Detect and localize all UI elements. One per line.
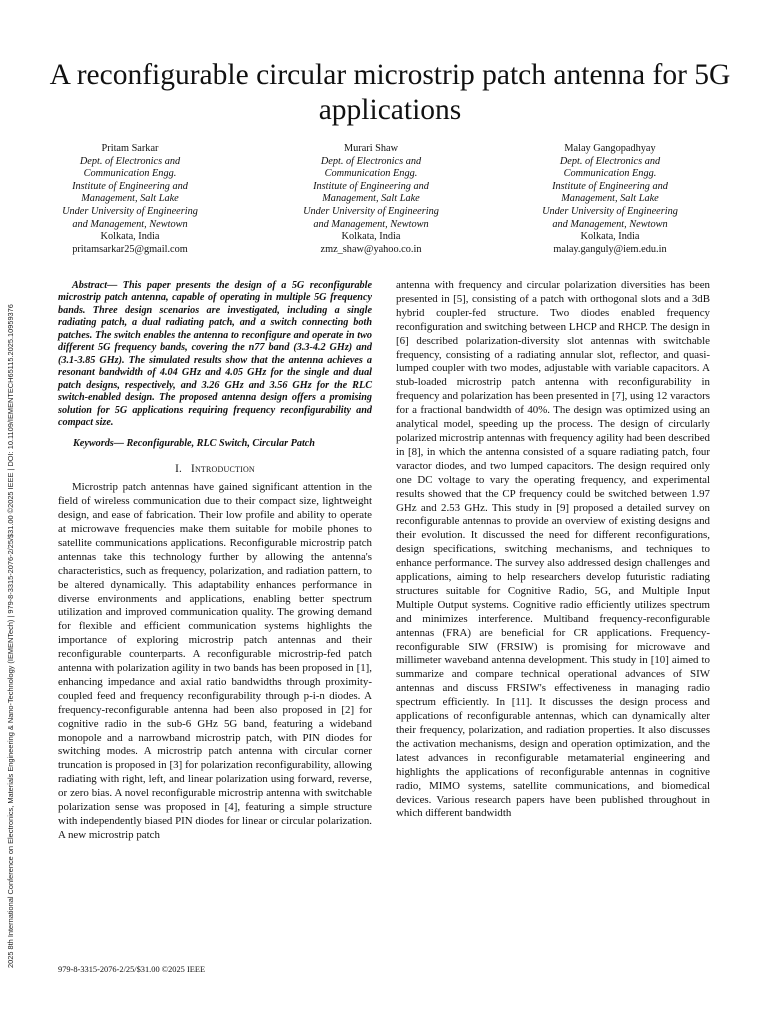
author-affiliation: and Management, Newtown [313,218,429,230]
author-affiliation: Institute of Engineering and [72,180,188,192]
section-title: Introduction [191,463,255,476]
intro-paragraph: Microstrip patch antennas have gained significant attention in the field of wireless communication due to their compact size, lightweight design, and ease of fabrication. Their low profile and ability to operate at microwave frequencies make them suitable for mobile phones to satellite communications applications. Reconfigurable microstrip patch antennas take this technology further by allowing the antenna's characteristics, such as frequency, polarization, and radiation pattern, to be altered dynamically. This adaptability enhances performance in diverse environments and applications, enabling better spectrum utilization and improved communication quality. The growing demand for flexible and efficient communication systems highlights the importance of exploring microstrip patch antennas and their reconfigurable counterparts. A reconfigurable microstrip-fed patch antenna with polarization agility in two bands has been proposed in [1], enhancing impedance and axial ratio bandwidths through proximity-coupled feed and frequency reconfigurability through p-i-n diodes. A frequency-reconfigurable antenna had been also proposed in [2] for cognitive radio in the sub-6 GHz 5G band, featuring a wideband monopole and a narrowband microstrip patch, with PIN diodes for switching modes. A microstrip patch antenna with circular corner truncation is proposed in [3] for polarization reconfigurability, allowing radiating with right, left, and linear polarization using forward, reverse, or zero bias. A novel reconfigurable microstrip antenna with switchable polarization sense was proposed in [4], featuring a simple structure with independently biased PIN diodes for linear or circular polarization. A new microstrip patch [58,481,372,841]
author-name: Pritam Sarkar [101,143,159,154]
author-affiliation: Institute of Engineering and [313,180,429,192]
copyright-footer: 979-8-3315-2076-2/25/$31.00 ©2025 IEEE [58,965,206,974]
author-name: Murari Shaw [343,143,399,154]
author-block-2 [271,143,471,256]
left-column [58,280,372,843]
author-affiliation: and Management, Newtown [72,218,188,230]
keywords: Keywords— Reconfigurable, RLC Switch, Circular Patch [73,438,315,450]
abstract: Abstract— This paper presents the design of a 5G reconfigurable microstrip patch antenna, capable of operating in multiple 5G frequency bands. Three design scenarios are investigated, including a single radiating patch, a dual radiating patch, and a switch connecting both patches. The switch enables the antenna to reconfigure and operate in two different 5G frequency bands, covering the n77 band (3.3-4.2 GHz) and (3.1-3.85 GHz). The simulated results show that the antenna achieves a resonant bandwidth of 4.04 GHz and 4.05 GHz for the single and dual patch designs, respectively, and 3.26 GHz and 3.56 GHz for the RLC switch-enabled design. The proposed antenna design offers a promising solution for 5G applications requiring frequency reconfigurability and compact size. [58,280,372,428]
author-city: Kolkata, India [580,231,640,243]
author-email: malay.ganguly@iem.edu.in [553,243,667,255]
author-email: zmz_shaw@yahoo.co.in [320,243,422,255]
author-affiliation: Under University of Engineering [303,205,439,217]
paper-title: A reconfigurable circular microstrip patch antenna for 5G applications [49,59,731,126]
author-city: Kolkata, India [100,231,160,243]
author-affiliation: Institute of Engineering and [552,180,668,192]
author-email: pritamsarkar25@gmail.com [72,243,188,255]
author-city: Kolkata, India [341,231,401,243]
author-affiliation: Communication Engg. [563,168,657,180]
author-affiliation: and Management, Newtown [552,218,668,230]
author-affiliation: Dept. of Electronics and [79,155,181,167]
side-citation-text: 2025 8th International Conference on Electronics, Materials Engineering & Nano-Technology (IEMENTech) | 979-8-3315-2076-2/25/$31.00 ©2025 IEEE | DOI: 10.1109/IEMENTECH65115.2025.10959376 [6,304,15,968]
right-column-paragraph: antenna with frequency and circular polarization diversities has been presented in [5], consisting of a patch with orthogonal slots and a 3dB hybrid coupler-fed structure. Two diodes enabled frequency reconfiguration and switching between LHCP and RHCP. The design in [6] described polarization-diversity slot antennas with switchable frequency, consisting of a radiating annular slot, reflector, and quasi-lumped coupler with two modes, adjustable with variable capacitors. A stub-loaded microstrip patch antenna with reconfigurability in frequency and polarization has been presented in [7], using 12 varactors for a fractional bandwidth of 40%. The design was optimized using an analytical model, speeding up the process. The design of circularly polarized microstrip antennas with frequency agility had been described in [8], in which the antenna consisted of a square radiating patch, four varactor diodes, and two lumped capacitors. The design required only one DC voltage to vary the operating frequency, and experimental results showed that the CP frequency could be switched between 1.97 GHz and 2.53 GHz. This study in [9] proposed a detailed survey on reconfigurable antennas to provide an overview of existing designs and their evolution. It discussed the need for different reconfigurations, design specifications, switching mechanisms, and techniques to enhance performance. The survey also addressed design challenges and applications, aiming to help researchers develop futuristic radiating structures suitable for Cognitive Radio, 5G, and Multiple Input Multiple Output systems. Cognitive radio efficiently utilizes spectrum and minimizes interference. Multiband frequency-reconfigurable antennas (FRA) are beneficial for CR applications. Frequency-reconfigurable SIW (FRSIW) is promising for microwave and millimeter waveband antenna development. This study in [10] aimed to summarize and compare technical operational advances of SIW antennas and discuss FRSIW's effectiveness in managing radio spectrum efficiently. In [11]. It discusses the design process and applications of reconfigurable antennas, which can dynamically alter their frequency, polarization, and radiation properties. It also discusses the activation mechanisms, design and operation optimization, and the latest advances in reconfigurable metamaterial engineering and highlights the applications of reconfigurable antennas in cognitive radio, MIMO systems, satellite communications, and biomedical devices. Various research papers have been published throughout in which different bandwidth [396,279,710,820]
author-affiliation: Under University of Engineering [542,205,678,217]
author-block-1 [30,143,230,256]
author-affiliation: Under University of Engineering [62,205,198,217]
author-name: Malay Gangopadhyay [564,143,656,154]
author-affiliation: Management, Salt Lake [561,193,659,205]
author-affiliation: Communication Engg. [83,168,177,180]
author-affiliation: Management, Salt Lake [81,193,179,205]
section-heading [58,463,372,477]
author-affiliation: Dept. of Electronics and [559,155,661,167]
author-block-3 [510,143,710,256]
right-column [396,279,710,821]
author-affiliation: Dept. of Electronics and [320,155,422,167]
section-number: I. [175,463,183,476]
author-affiliation: Communication Engg. [324,168,418,180]
author-affiliation: Management, Salt Lake [322,193,420,205]
